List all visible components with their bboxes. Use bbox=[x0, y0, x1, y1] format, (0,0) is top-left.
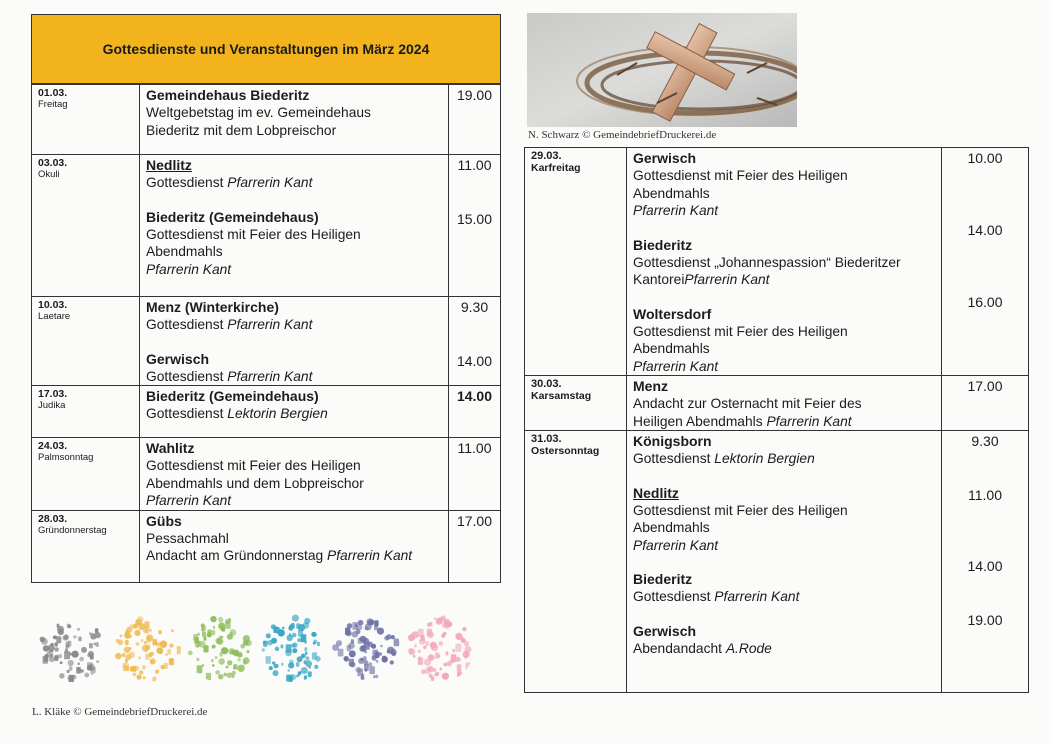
event-location: Biederitz (Gemeindehaus) bbox=[146, 388, 319, 404]
event-time: 17.00 bbox=[967, 378, 1003, 394]
event-person: Pfarrerin Kant bbox=[633, 358, 719, 374]
table-row bbox=[32, 510, 501, 582]
table-row bbox=[525, 431, 1029, 693]
table-row bbox=[525, 148, 1029, 376]
table-row bbox=[32, 85, 501, 155]
event-time: 11.00 bbox=[968, 487, 1002, 503]
table-row bbox=[32, 438, 501, 511]
event-day: Okuli bbox=[38, 169, 60, 180]
event-location: Gerwisch bbox=[633, 150, 697, 166]
event-line bbox=[633, 450, 941, 468]
event-date: 10.03. bbox=[38, 299, 68, 311]
event-person: Pfarrerin Kant bbox=[766, 413, 852, 429]
event-line: Andacht zur Osternacht mit Feier des bbox=[633, 396, 862, 411]
event-time: 11.00 bbox=[457, 157, 492, 173]
event-line: Abendmahls bbox=[633, 185, 710, 201]
event-line: Abendmahls bbox=[633, 341, 710, 356]
event-location: Gerwisch bbox=[146, 350, 210, 367]
event-line: Abendmahls und dem Lobpreischor bbox=[146, 475, 364, 491]
event-time: 14.00 bbox=[456, 388, 493, 404]
event-time: 16.00 bbox=[967, 294, 1003, 310]
cross-crown-of-thorns-icon bbox=[527, 13, 797, 127]
event-person: Pfarrerin Kant bbox=[227, 317, 313, 332]
event-location: Menz (Winterkirche) bbox=[146, 299, 279, 315]
left-schedule bbox=[31, 14, 501, 583]
event-day: Laetare bbox=[38, 311, 71, 322]
schedule-header bbox=[31, 14, 501, 84]
event-text: Abendandacht bbox=[633, 640, 726, 656]
event-location: Wahlitz bbox=[146, 440, 195, 456]
event-location: Nedlitz bbox=[633, 484, 679, 501]
event-location: Nedlitz bbox=[146, 157, 192, 173]
event-line bbox=[146, 547, 448, 565]
event-person: Pfarrerin Kant bbox=[227, 368, 313, 384]
event-time: 11.00 bbox=[457, 440, 492, 456]
event-line: Abendmahls bbox=[633, 520, 710, 535]
event-text: Kantorei bbox=[633, 272, 685, 287]
event-text: Gottesdienst bbox=[146, 175, 228, 190]
event-text: Gottesdienst bbox=[146, 368, 228, 384]
right-schedule-table bbox=[524, 147, 1029, 693]
people-circle-icon bbox=[113, 614, 181, 682]
event-line bbox=[146, 405, 448, 423]
event-day: Karfreitag bbox=[531, 162, 581, 174]
people-circle-icon bbox=[406, 614, 474, 682]
event-person: Pfarrerin Kant bbox=[684, 272, 770, 287]
photo-credit: N. Schwarz © GemeindebriefDruckerei.de bbox=[528, 129, 717, 141]
schedule-title: Gottesdienste und Veranstaltungen im März 2024 bbox=[102, 41, 430, 57]
event-location: Gemeindehaus Biederitz bbox=[146, 87, 310, 103]
table-row bbox=[32, 386, 501, 438]
event-text: Gottesdienst bbox=[633, 451, 715, 466]
event-day: Freitag bbox=[38, 99, 68, 110]
event-line bbox=[146, 368, 448, 386]
event-person: Lektorin Bergien bbox=[227, 406, 328, 421]
event-line: Gottesdienst „Johannespassion“ Biederitzer bbox=[633, 254, 901, 270]
people-circle-icon bbox=[259, 614, 327, 682]
table-row bbox=[32, 155, 501, 297]
event-line: Gottesdienst mit Feier des Heiligen bbox=[633, 168, 848, 183]
event-date: 24.03. bbox=[38, 440, 68, 452]
event-day: Gründonnerstag bbox=[38, 524, 107, 536]
event-line: Pessachmahl bbox=[146, 530, 229, 546]
event-location: Königsborn bbox=[633, 433, 712, 449]
event-location: Gerwisch bbox=[633, 622, 697, 639]
event-person: Pfarrerin Kant bbox=[227, 175, 313, 190]
event-line bbox=[633, 640, 941, 658]
event-person: Lektorin Bergien bbox=[714, 451, 815, 466]
event-line: Biederitz mit dem Lobpreischor bbox=[146, 122, 337, 138]
event-person: Pfarrerin Kant bbox=[146, 493, 232, 508]
event-date: 17.03. bbox=[38, 388, 68, 400]
event-text: Gottesdienst bbox=[146, 406, 228, 421]
event-time: 9.30 bbox=[971, 433, 999, 449]
event-date: 28.03. bbox=[38, 512, 68, 525]
event-person: Pfarrerin Kant bbox=[633, 537, 719, 553]
event-day: Palmsonntag bbox=[38, 452, 94, 463]
event-date: 29.03. bbox=[531, 150, 562, 162]
right-schedule bbox=[524, 147, 1029, 693]
event-time: 14.00 bbox=[967, 222, 1003, 238]
event-line bbox=[633, 588, 941, 606]
event-time: 19.00 bbox=[456, 87, 493, 103]
left-schedule-table bbox=[31, 84, 501, 583]
event-time: 19.00 bbox=[967, 612, 1003, 628]
event-line: Gottesdienst mit Feier des Heiligen bbox=[633, 502, 848, 518]
event-location: Woltersdorf bbox=[633, 305, 712, 322]
event-line: Weltgebetstag im ev. Gemeindehaus bbox=[146, 105, 371, 120]
logo-credit: L. Kläke © GemeindebriefDruckerei.de bbox=[32, 706, 208, 718]
event-day: Ostersonntag bbox=[531, 445, 600, 457]
people-circle-icon bbox=[186, 614, 254, 682]
event-line: Gottesdienst mit Feier des Heiligen bbox=[146, 458, 361, 473]
event-person: A.Rode bbox=[725, 640, 772, 656]
event-text: Heiligen Abendmahls bbox=[633, 413, 767, 429]
event-date: 30.03. bbox=[531, 378, 562, 390]
event-time: 10.00 bbox=[967, 150, 1003, 166]
people-circle-icon bbox=[38, 614, 106, 682]
event-time: 15.00 bbox=[456, 211, 493, 227]
people-circle-icon bbox=[332, 614, 400, 682]
cross-photo bbox=[527, 13, 797, 127]
event-person: Pfarrerin Kant bbox=[633, 203, 719, 218]
event-time: 14.00 bbox=[456, 353, 493, 369]
event-date: 03.03. bbox=[38, 157, 68, 169]
event-line bbox=[633, 413, 941, 431]
event-day: Karsamstag bbox=[531, 390, 592, 402]
event-date: 01.03. bbox=[38, 87, 68, 99]
event-location: Menz bbox=[633, 378, 668, 394]
event-location: Biederitz (Gemeindehaus) bbox=[146, 208, 319, 225]
event-person: Pfarrerin Kant bbox=[146, 261, 232, 277]
event-line bbox=[146, 174, 448, 192]
event-location: Biederitz bbox=[633, 571, 693, 587]
event-line: Gottesdienst mit Feier des Heiligen bbox=[633, 323, 848, 339]
event-person: Pfarrerin Kant bbox=[714, 589, 800, 604]
event-person: Pfarrerin Kant bbox=[327, 548, 413, 563]
event-line: Gottesdienst mit Feier des Heiligen bbox=[146, 226, 361, 242]
event-line: Abendmahls bbox=[146, 244, 223, 259]
event-day: Judika bbox=[38, 400, 66, 411]
event-time: 14.00 bbox=[967, 558, 1003, 574]
table-row bbox=[32, 297, 501, 386]
event-text: Gottesdienst bbox=[633, 589, 715, 604]
event-date: 31.03. bbox=[531, 433, 562, 445]
event-time: 9.30 bbox=[460, 299, 489, 315]
event-line bbox=[633, 271, 941, 289]
event-line bbox=[146, 316, 448, 334]
event-text: Andacht am Gründonnerstag bbox=[146, 548, 328, 563]
event-time: 17.00 bbox=[456, 512, 493, 529]
event-location: Biederitz bbox=[633, 236, 693, 253]
table-row bbox=[525, 376, 1029, 431]
event-location: Gübs bbox=[146, 512, 182, 529]
event-text: Gottesdienst bbox=[146, 317, 228, 332]
